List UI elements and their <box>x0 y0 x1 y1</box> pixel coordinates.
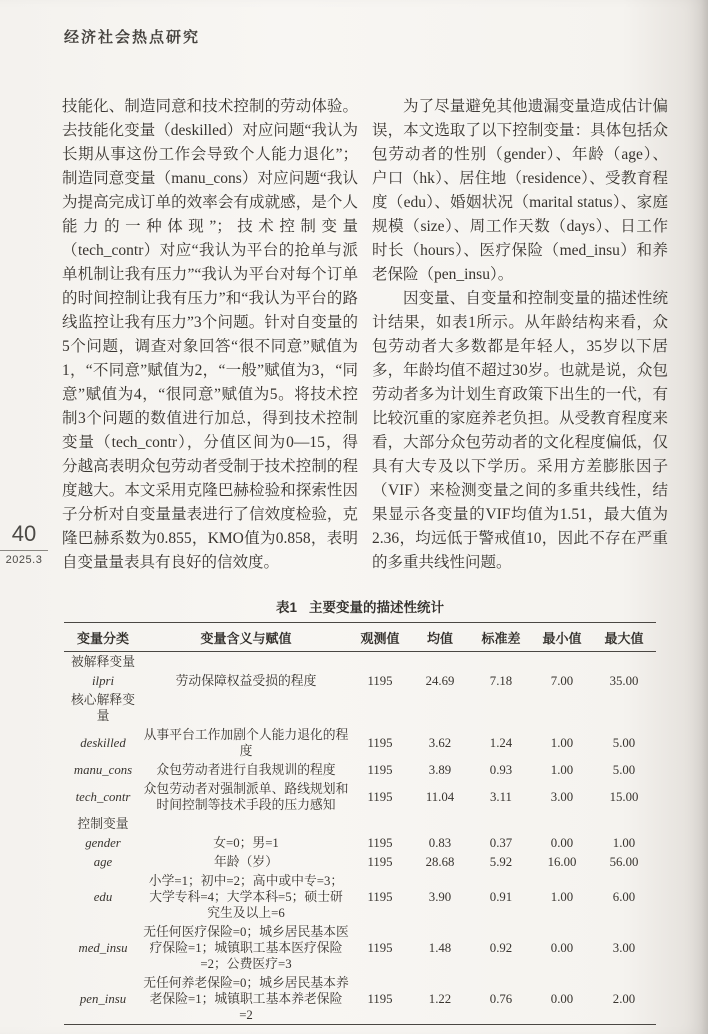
stats-table-body <box>64 652 656 1025</box>
var-desc-cell: 无任何养老保险=0；城乡居民基本养老保险=1；城镇职工基本养老保险=2 <box>143 975 349 1022</box>
var-name-cell: age <box>93 854 113 869</box>
obs-cell: 1195 <box>367 673 393 688</box>
table-caption-title: 主要变量的描述性统计 <box>309 600 444 615</box>
left-column <box>62 95 358 575</box>
empty-cell <box>532 690 592 725</box>
sd-cell: 0.92 <box>489 940 513 955</box>
sd-cell: 7.18 <box>489 673 513 688</box>
min-cell: 16.00 <box>547 854 577 869</box>
max-cell: 5.00 <box>612 735 636 750</box>
table-section-row <box>64 652 656 672</box>
mean-cell: 3.90 <box>428 889 452 904</box>
empty-cell <box>142 652 350 672</box>
empty-cell <box>470 690 532 725</box>
var-name-cell: ilpri <box>91 673 115 688</box>
var-name-cell: pen_insu <box>79 991 127 1006</box>
header-cell-meaning: 变量含义与赋值 <box>142 623 350 652</box>
var-name-cell: tech_contr <box>75 789 131 804</box>
var-name-cell: manu_cons <box>73 762 133 777</box>
header-cell-max: 最大值 <box>592 623 656 652</box>
sd-cell: 0.76 <box>489 991 513 1006</box>
min-cell: 1.00 <box>550 889 574 904</box>
mean-cell: 11.04 <box>425 789 455 804</box>
table-area <box>64 596 656 1025</box>
sd-cell: 0.93 <box>489 762 513 777</box>
stats-table <box>64 622 656 1025</box>
table-row <box>64 922 656 973</box>
issue-number: 2025.3 <box>5 554 43 566</box>
var-desc-cell: 小学=1；初中=2；高中或中专=3；大学专科=4；大学本科=5；硕士研究生及以上=6 <box>148 873 344 920</box>
var-name-cell: edu <box>93 889 113 904</box>
table-row <box>64 871 656 922</box>
table-caption-label: 表1 <box>275 600 297 615</box>
page-margin-block <box>0 522 48 566</box>
table-header-row <box>64 623 656 652</box>
table-row <box>64 833 656 852</box>
margin-rule <box>0 550 48 551</box>
max-cell: 56.00 <box>609 854 639 869</box>
section-label-cell: 核心解释变量 <box>71 692 135 723</box>
empty-cell <box>470 814 532 833</box>
empty-cell <box>350 652 410 672</box>
right-column <box>372 95 668 575</box>
table-row <box>64 852 656 871</box>
mean-cell: 3.62 <box>428 735 452 750</box>
max-cell: 5.00 <box>612 762 636 777</box>
var-desc-cell: 女=0；男=1 <box>213 835 279 850</box>
obs-cell: 1195 <box>367 889 393 904</box>
mean-cell: 28.68 <box>425 854 455 869</box>
obs-cell: 1195 <box>367 835 393 850</box>
var-desc-cell: 众包劳动者对强制派单、路线规划和时间控制等技术手段的压力感知 <box>143 781 349 812</box>
empty-cell <box>592 814 656 833</box>
max-cell: 15.00 <box>609 789 639 804</box>
empty-cell <box>470 652 532 672</box>
var-desc-cell: 无任何医疗保险=0；城乡居民基本医疗保险=1；城镇职工基本医疗保险=2；公费医疗=3 <box>143 924 349 971</box>
obs-cell: 1195 <box>367 762 393 777</box>
max-cell: 35.00 <box>609 673 639 688</box>
section-label-cell: 被解释变量 <box>71 654 135 669</box>
table-row <box>64 725 656 760</box>
var-desc-cell: 众包劳动者进行自我规训的程度 <box>156 762 336 777</box>
var-desc-cell: 从事平台工作加剧个人能力退化的程度 <box>143 727 349 758</box>
header-cell-min: 最小值 <box>532 623 592 652</box>
obs-cell: 1195 <box>367 991 393 1006</box>
empty-cell <box>592 652 656 672</box>
sd-cell: 0.37 <box>489 835 513 850</box>
paragraph-right-2: 因变量、自变量和控制变量的描述性统计结果，如表1所示。从年龄结构来看，众包劳动者大多数都是年轻人，35岁以下居多，年龄均值不超过30岁。也就是说，众包劳动者多为计划生育政策下出生的一代，有比较沉重的家庭养老负担。从受教育程度来看，大部分众包劳动者的文化程度偏低，仅具有大专及以下学历。采用方差膨胀因子（VIF）来检测变量之间的多重共线性，结果显示各变量的VIF均值为1.51，最大值为2.36，均远低于警戒值10，因此不存在严重的多重共线性问题。 <box>372 290 668 571</box>
table-row <box>64 779 656 814</box>
mean-cell: 1.48 <box>428 940 452 955</box>
var-name-cell: gender <box>85 835 121 850</box>
min-cell: 1.00 <box>550 762 574 777</box>
min-cell: 3.00 <box>550 789 574 804</box>
empty-cell <box>142 814 350 833</box>
min-cell: 0.00 <box>550 991 574 1006</box>
mean-cell: 0.83 <box>428 835 452 850</box>
table-caption <box>64 596 656 616</box>
min-cell: 0.00 <box>550 835 574 850</box>
var-name-cell: deskilled <box>80 735 126 750</box>
sd-cell: 5.92 <box>489 854 513 869</box>
empty-cell <box>410 814 470 833</box>
header-cell-category: 变量分类 <box>64 623 142 652</box>
max-cell: 2.00 <box>612 991 636 1006</box>
table-section-row <box>64 814 656 833</box>
sd-cell: 3.11 <box>490 789 512 804</box>
table-row <box>64 671 656 690</box>
page-number: 40 <box>11 521 37 546</box>
sd-cell: 0.91 <box>489 889 513 904</box>
empty-cell <box>532 652 592 672</box>
table-row <box>64 973 656 1025</box>
mean-cell: 3.89 <box>428 762 452 777</box>
max-cell: 1.00 <box>612 835 636 850</box>
var-desc-cell: 劳动保障权益受损的程度 <box>175 673 317 688</box>
header-cell-sd: 标准差 <box>470 623 532 652</box>
empty-cell <box>350 814 410 833</box>
empty-cell <box>592 690 656 725</box>
var-desc-cell: 年龄（岁） <box>214 854 278 869</box>
sd-cell: 1.24 <box>489 735 513 750</box>
header-cell-mean: 均值 <box>410 623 470 652</box>
body-columns <box>62 95 668 575</box>
table-section-row <box>64 690 656 725</box>
table-row <box>64 760 656 779</box>
empty-cell <box>410 652 470 672</box>
section-label-cell: 控制变量 <box>77 816 129 831</box>
mean-cell: 24.69 <box>425 673 455 688</box>
empty-cell <box>410 690 470 725</box>
empty-cell <box>532 814 592 833</box>
paragraph-right-1: 为了尽量避免其他遗漏变量造成估计偏误，本文选取了以下控制变量：具体包括众包劳动者的性别（gender）、年龄（age）、户口（hk）、居住地（residence）、受教育程度（edu）、婚姻状况（marital status）、家庭规模（size）、周工作天数（days）、日工作时长（hours）、医疗保险（med_insu）和养老保险（pen_insu）。 <box>372 98 668 283</box>
min-cell: 7.00 <box>550 673 574 688</box>
paragraph-left-1: 技能化、制造同意和技术控制的劳动体验。去技能化变量（deskilled）对应问题“我认为长期从事这份工作会导致个人能力退化”；制造同意变量（manu_cons）对应问题“我认为提高完成订单的效率会有成就感，是个人能力的一种体现”；技术控制变量（tech_contr）对应“我认为平台的抢单与派单机制让我有压力”“我认为平台对每个订单的时间控制让我有压力”和“我认为平台的路线监控让我有压力”3个问题。针对自变量的5个问题，调查对象回答“很不同意”赋值为1，“不同意”赋值为2，“一般”赋值为3，“同意”赋值为4，“很同意”赋值为5。将技术控制3个问题的数值进行加总，得到技术控制变量（tech_contr），分值区间为0—15，得分越高表明众包劳动者受制于技术控制的程度越大。本文采用克隆巴赫检验和探索性因子分析对自变量量表进行了信效度检验，克隆巴赫系数为0.855，KMO值为0.858，表明自变量量表具有良好的信效度。 <box>62 98 358 571</box>
max-cell: 6.00 <box>612 889 636 904</box>
obs-cell: 1195 <box>367 735 393 750</box>
empty-cell <box>350 690 410 725</box>
obs-cell: 1195 <box>367 940 393 955</box>
max-cell: 3.00 <box>612 940 636 955</box>
header-cell-obs: 观测值 <box>350 623 410 652</box>
min-cell: 0.00 <box>550 940 574 955</box>
obs-cell: 1195 <box>367 789 393 804</box>
empty-cell <box>142 690 350 725</box>
mean-cell: 1.22 <box>428 991 452 1006</box>
min-cell: 1.00 <box>550 735 574 750</box>
obs-cell: 1195 <box>367 854 393 869</box>
var-name-cell: med_insu <box>78 940 128 955</box>
journal-header: 经济社会热点研究 <box>64 29 201 46</box>
